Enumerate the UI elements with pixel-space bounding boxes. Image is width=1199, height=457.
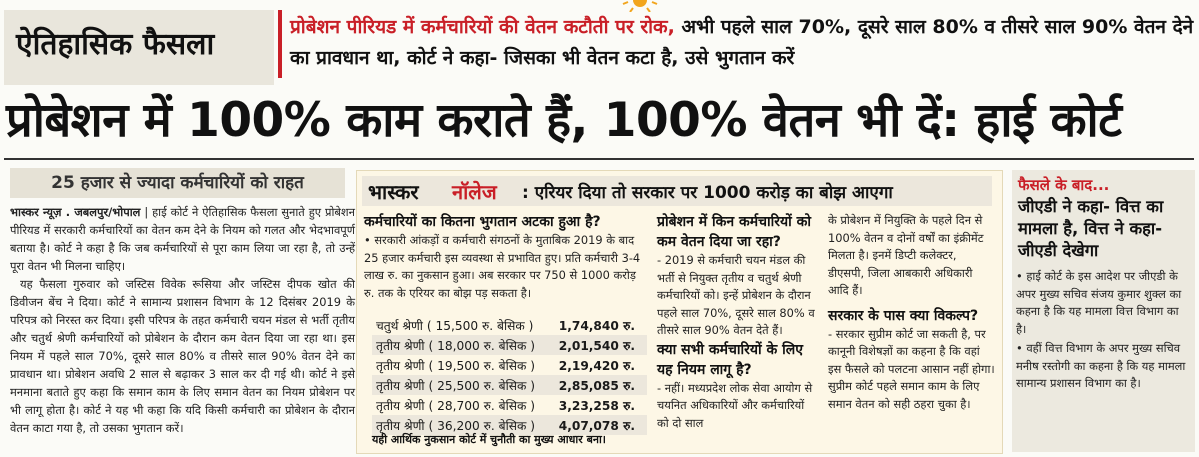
subheadline-text: अभी पहले साल 70%, दूसरे साल 80% व तीसरे साल 90% वेतन देने का प्रावधान था, कोर्ट ने कहा- जिसका भी वेतन कटा है, उसे भुगतान करें	[290, 16, 1194, 69]
header-divider	[278, 10, 282, 78]
knowledge-title: : एरियर दिया तो सरकार पर 1000 करोड़ का बोझ आएगा	[522, 183, 893, 203]
knowledge-col-1	[364, 212, 649, 302]
question-heading-4: सरकार के पास क्या विकल्प?	[828, 307, 979, 324]
amount-cell: 2,85,085 रु.	[555, 375, 647, 395]
sidebar-kicker: फैसले के बाद...	[1018, 176, 1110, 194]
grade-cell: तृतीय श्रेणी ( 36,200 रु. बेसिक )	[372, 415, 555, 435]
answer-text-2: - 2019 से कर्मचारी चयन मंडल की भर्ती से नियुक्त तृतीय व चतुर्थ श्रेणी कर्मचारियों को। इन्हें प्रोबेशन के दौरान पहले साल 70%, दूसरे साल 80% व तीसरे साल 90% वेतन देते हैं।	[657, 253, 815, 337]
byline: भास्कर न्यूज़ . जबलपुर/भोपाल	[10, 205, 141, 219]
article-para-1: | हाई कोर्ट ने ऐतिहासिक फैसला सुनाते हुए प्रोबेशन पीरियड में सरकारी कर्मचारियों का वेतन कम देने के नियम को गलत और भेदभावपूर्ण बताया है। कोर्ट ने कहा है कि जब कर्मचारियों से पूरा काम लिया जा रहा है, तो उन्हें पूरा वेतन भी मिलना चाहिए।	[10, 205, 355, 273]
left-subheading: 25 हजार से ज्यादा कर्मचारियों को राहत	[51, 173, 304, 193]
answer-text-1: • सरकारी आंकड़ों व कर्मचारी संगठनों के मुताबिक 2019 के बाद 25 हजार कर्मचारी इस व्यवस्था से प्रभावित हुए। प्रति कर्मचारी 3-4 लाख रु. का नुकसान हुआ। अब सरकार पर 750 से 1000 करोड़ रु. तक के एरियर का बोझ पड़ सकता है।	[364, 233, 641, 300]
question-heading-3: क्या सभी कर्मचारियों के लिए यह नियम लागू है?	[657, 341, 804, 378]
story-tag: ऐतिहासिक फैसला	[16, 27, 215, 62]
sidebar-body	[1016, 268, 1192, 395]
table-row	[372, 355, 647, 375]
table-row	[372, 335, 647, 355]
headline-rule	[4, 158, 1194, 160]
grade-cell: तृतीय श्रेणी ( 28,700 रु. बेसिक )	[372, 395, 555, 415]
amount-cell: 2,19,420 रु.	[555, 355, 647, 375]
answer-text-3: - नहीं। मध्यप्रदेश लोक सेवा आयोग से चयनित अधिकारियों और कर्मचारियों को दो साल	[657, 380, 813, 430]
grade-cell: तृतीय श्रेणी ( 25,500 रु. बेसिक )	[372, 375, 555, 395]
grade-cell: तृतीय श्रेणी ( 18,000 रु. बेसिक )	[372, 335, 555, 355]
sidebar-para-2: • वहीं वित्त विभाग के अपर मुख्य सचिव मनीष रस्तोगी का कहना है कि यह मामला सामान्य प्रशासन विभाग का है।	[1016, 341, 1186, 390]
grade-cell: तृतीय श्रेणी ( 19,500 रु. बेसिक )	[372, 355, 555, 375]
article-para-2: यह फैसला गुरुवार को जस्टिस विवेक रूसिया और जस्टिस दीपक खोत की डिवीजन बेंच ने दिया। कोर्ट ने सामान्य प्रशासन विभाग के 12 दिसंबर 2019 के परिपत्र को निरस्त कर दिया। इसी परिपत्र के तहत कर्मचारी चयन मंडल से भर्ती तृतीय और चतुर्थ श्रेणी कर्मचारियों को प्रोबेशन के दौरान कम वेतन दिया जा रहा था। इस नियम में पहले साल 70%, दूसरे साल 80% व तीसरे साल 90% वेतन देने का प्रावधान था। प्रोबेशन अवधि 2 साल से बढ़ाकर 3 साल कर दी गई थी। कोर्ट ने इसे मनमाना बताते हुए कहा कि समान काम के लिए समान वेतन का नियम प्रोबेशन पर भी लागू होता है। कोर्ट ने यह भी कहा कि यदि किसी कर्मचारी का प्रोबेशन के दौरान वेतन काटा गया है, तो उसका भुगतान करें।	[10, 277, 355, 435]
knowledge-col-2	[657, 212, 817, 432]
table-note: यही आर्थिक नुकसान कोर्ट में चुनौती का मुख्य आधार बना।	[372, 433, 606, 446]
table-row	[372, 375, 647, 395]
answer-text-4: - सरकार सुप्रीम कोर्ट जा सकती है, पर कानूनी विशेषज्ञों का कहना है कि वहां इस फैसले को पलटना आसान नहीं होगा। सुप्रीम कोर्ट पहले समान काम के लिए समान वेतन को सही ठहरा चुका है।	[828, 326, 995, 411]
table-row	[372, 395, 647, 415]
knowledge-label: नॉलेज	[452, 180, 497, 204]
article-body	[10, 203, 355, 437]
question-heading-2: प्रोबेशन में किन कर्मचारियों को कम वेतन दिया जा रहा?	[657, 214, 812, 250]
amount-cell: 3,23,258 रु.	[555, 395, 647, 415]
knowledge-brand: भास्कर	[368, 180, 419, 204]
table-row	[372, 315, 647, 335]
amount-cell: 4,07,078 रु.	[555, 415, 647, 435]
amount-cell: 2,01,540 रु.	[555, 335, 647, 355]
sidebar-headline: जीएडी ने कहा- वित्त का मामला है, वित्त ने कहा- जीएडी देखेगा	[1018, 197, 1164, 260]
main-headline: प्रोबेशन में 100% काम कराते हैं, 100% वेतन भी दें: हाई कोर्ट	[6, 93, 1122, 148]
answer-text-3-cont: के प्रोबेशन में नियुक्ति के पहले दिन से 100% वेतन व दोनों वर्षों का इंक्रीमेंट मिलता है। इनमें डिप्टी कलेक्टर, डीएसपी, जिला आबकारी अधिकारी आदि हैं।	[828, 213, 984, 297]
question-heading-1: कर्मचारियों का कितना भुगतान अटका हुआ है?	[364, 214, 601, 230]
sidebar-para-1: • हाई कोर्ट के इस आदेश पर जीएडी के अपर मुख्य सचिव संजय कुमार शुक्ल का कहना है कि यह मामला वित्त विभाग का है।	[1016, 269, 1182, 336]
amount-cell: 1,74,840 रु.	[555, 315, 647, 335]
arrears-table	[372, 315, 647, 435]
grade-cell: चतुर्थ श्रेणी ( 15,500 रु. बेसिक )	[372, 315, 555, 335]
sun-icon	[622, 0, 658, 12]
subheadline-highlight: प्रोबेशन पीरियड में कर्मचारियों की वेतन कटौती पर रोक,	[290, 16, 675, 38]
subheadline	[290, 12, 1195, 74]
knowledge-col-3	[828, 212, 996, 413]
